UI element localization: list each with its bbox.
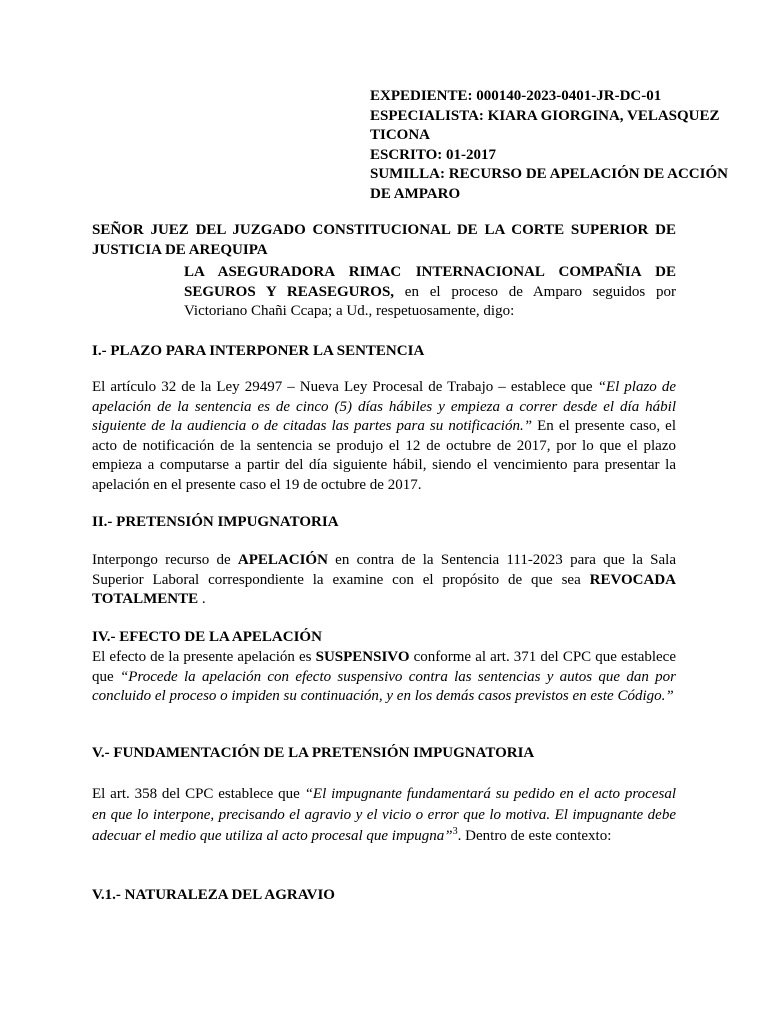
expediente-line: EXPEDIENTE: 000140-2023-0401-JR-DC-01 (370, 88, 662, 104)
fundamentacion-text-2: . Dentro de este contexto: (457, 828, 612, 844)
fundamentacion-quote: “El impugnante fundamentará su pedido en el acto procesal en que lo interpone, precisando el agravio y el vicio o error que lo motiva. El impugnante debe adecuar el medio que utiliza al acto procesal que impugna” (92, 786, 676, 844)
fundamentacion-text-1: El art. 358 del CPC establece que (92, 786, 305, 802)
addressee: SEÑOR JUEZ DEL JUZGADO CONSTITUCIONAL DE LA CORTE SUPERIOR DE JUSTICIA DE AREQUIPA (92, 222, 676, 258)
intro-paragraph (184, 263, 676, 322)
escrito-line: ESCRITO: 01-2017 (370, 146, 496, 163)
plazo-quote: “El plazo de apelación de la sentencia es de cinco (5) días hábiles y empieza a correr desde el día hábil siguiente de la audiencia o de citadas las partes para su notificación.” (92, 379, 676, 435)
intro-text: en el proceso de Amparo seguidos por Victoriano Chañi Ccapa; a Ud., respetuosamente, digo: (184, 283, 676, 320)
paragraph-plazo (92, 378, 676, 496)
section-title-fundamentacion: V.- FUNDAMENTACIÓN DE LA PRETENSIÓN IMPUGNATORIA (92, 745, 535, 761)
plazo-text-end: En el presente caso, el acto de notificación de la sentencia se produjo el 12 de octubre de 2017, por lo que el plazo empieza a computarse a partir del día siguiente hábil, siendo el vencimiento para presentar la apelación en el presente caso el 19 de octubre de 2017. (92, 418, 676, 493)
section-title-plazo: I.- PLAZO PARA INTERPONER LA SENTENCIA (92, 343, 425, 359)
case-header (370, 87, 745, 205)
pretension-text-2: en contra de la Sentencia 111-2023 para que la Sala Superior Laboral correspondiente la examine con el propósito de que sea (92, 552, 676, 588)
efecto-text-2: conforme al art. 371 del CPC que establece que (92, 649, 676, 685)
plazo-text-start: El artículo 32 de la Ley 29497 – Nueva Ley Procesal de Trabajo – establece que (92, 379, 598, 395)
efecto-text-1: El efecto de la presente apelación es (92, 649, 316, 665)
section-title-agravio: V.1.- NATURALEZA DEL AGRAVIO (92, 887, 335, 903)
party-name: LA ASEGURADORA RIMAC INTERNACIONAL COMPAÑIA DE SEGUROS Y REASEGUROS, (184, 264, 676, 300)
section-title-pretension: II.- PRETENSIÓN IMPUGNATORIA (92, 514, 339, 530)
apelacion-bold: APELACIÓN (237, 552, 328, 568)
revocada-bold: REVOCADA TOTALMENTE (92, 571, 676, 608)
paragraph-efecto (92, 648, 676, 707)
suspensivo-bold: SUSPENSIVO (315, 649, 410, 665)
especialista-line: ESPECIALISTA: KIARA GIORGINA, VELASQUEZ TICONA (370, 107, 720, 144)
pretension-text-3: . (198, 591, 206, 608)
paragraph-fundamentacion (92, 784, 676, 847)
sumilla-line: SUMILLA: RECURSO DE APELACIÓN DE ACCIÓN DE AMPARO (370, 166, 728, 202)
paragraph-pretension (92, 551, 676, 610)
efecto-quote: “Procede la apelación con efecto suspensivo contra las sentencias y autos que dan por concluido el proceso o impiden su continuación, y en los demás casos previstos en este Código.” (92, 668, 676, 705)
pretension-text-1: Interpongo recurso de (92, 552, 238, 568)
section-title-efecto: IV.- EFECTO DE LA APELACIÓN (92, 629, 322, 645)
footnote-marker: 3 (452, 826, 458, 837)
